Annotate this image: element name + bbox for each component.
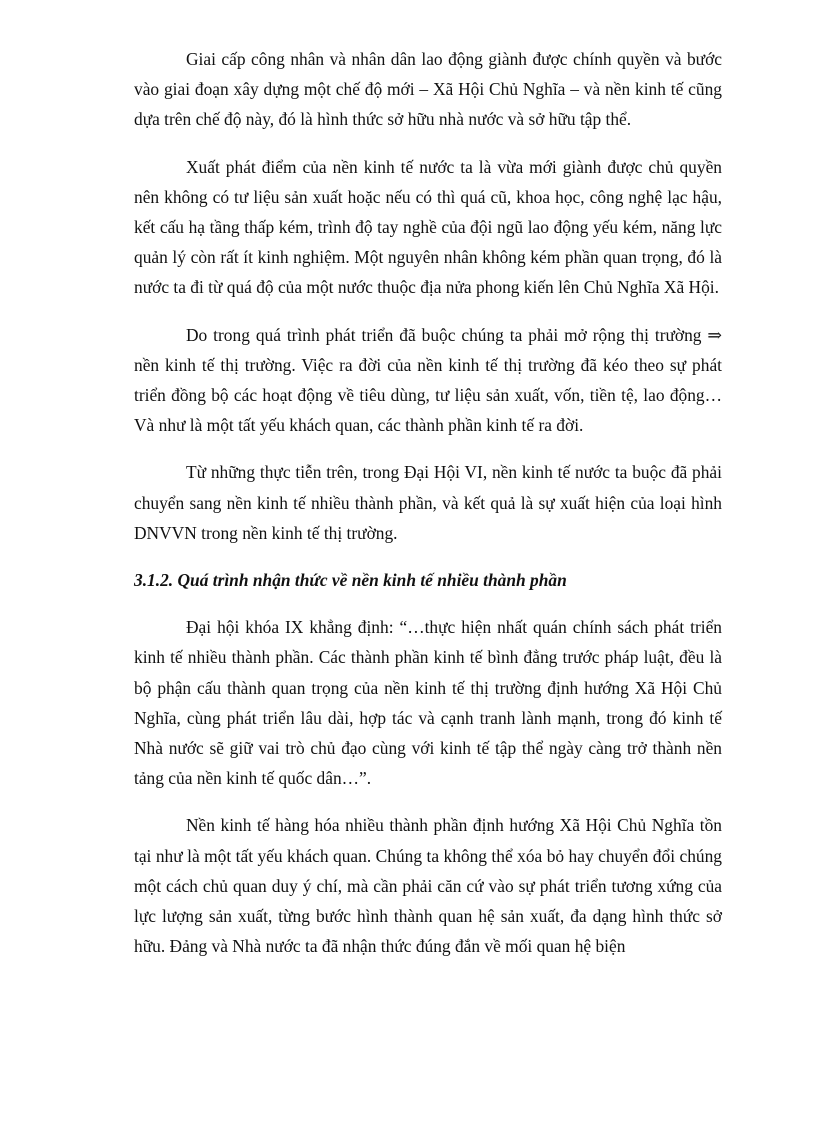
- paragraph-5: Đại hội khóa IX khẳng định: “…thực hiện nhất quán chính sách phát triển kinh tế nhiều thành phần. Các thành phần kinh tế bình đẳng trước pháp luật, đều là bộ phận cấu thành quan trọng của nền kinh tế thị trường định hướng Xã Hội Chủ Nghĩa, cùng phát triển lâu dài, hợp tác và cạnh tranh lành mạnh, trong đó kinh tế Nhà nước sẽ giữ vai trò chủ đạo cùng với kinh tế tập thể ngày càng trở thành nền tảng của nền kinh tế quốc dân…”.: [134, 617, 722, 789]
- paragraph-1: Giai cấp công nhân và nhân dân lao động giành được chính quyền và bước vào giai đoạn xây dựng một chế độ mới – Xã Hội Chủ Nghĩa – và nền kinh tế cũng dựa trên chế độ này, đó là hình thức sở hữu nhà nước và sở hữu tập thể.: [134, 49, 722, 130]
- paragraph-2: Xuất phát điểm của nền kinh tế nước ta là vừa mới giành được chủ quyền nên không có tư liệu sản xuất hoặc nếu có thì quá cũ, khoa học, công nghệ lạc hậu, kết cấu hạ tầng thấp kém, trình độ tay nghề của đội ngũ lao động yếu kém, năng lực quản lý còn rất ít kinh nghiệm. Một nguyên nhân không kém phần quan trọng, đó là nước ta đi từ quá độ của một nước thuộc địa nửa phong kiến lên Chủ Nghĩa Xã Hội.: [134, 156, 722, 298]
- section-heading: 3.1.2. Quá trình nhận thức về nền kinh tế nhiều thành phần: [134, 570, 567, 591]
- document-page: [134, 44, 722, 961]
- paragraph-3: Do trong quá trình phát triển đã buộc chúng ta phải mở rộng thị trường ⇒ nền kinh tế thị trường. Việc ra đời của nền kinh tế thị trường đã kéo theo sự phát triển đồng bộ các hoạt động về tiêu dùng, tư liệu sản xuất, vốn, tiền tệ, lao động… Và như là một tất yếu khách quan, các thành phần kinh tế ra đời.: [134, 324, 722, 436]
- paragraph-6: Nền kinh tế hàng hóa nhiều thành phần định hướng Xã Hội Chủ Nghĩa tồn tại như là một tất yếu khách quan. Chúng ta không thể xóa bỏ hay chuyển đổi chúng một cách chủ quan duy ý chí, mà cần phải căn cứ vào sự phát triển tương xứng của lực lượng sản xuất, từng bước hình thành quan hệ sản xuất, đa dạng hình thức sở hữu. Đảng và Nhà nước ta đã nhận thức đúng đắn về mối quan hệ biện: [134, 815, 722, 957]
- paragraph-4: Từ những thực tiễn trên, trong Đại Hội VI, nền kinh tế nước ta buộc đã phải chuyển sang nền kinh tế nhiều thành phần, và kết quả là sự xuất hiện của loại hình DNVVN trong nền kinh tế thị trường.: [134, 462, 722, 543]
